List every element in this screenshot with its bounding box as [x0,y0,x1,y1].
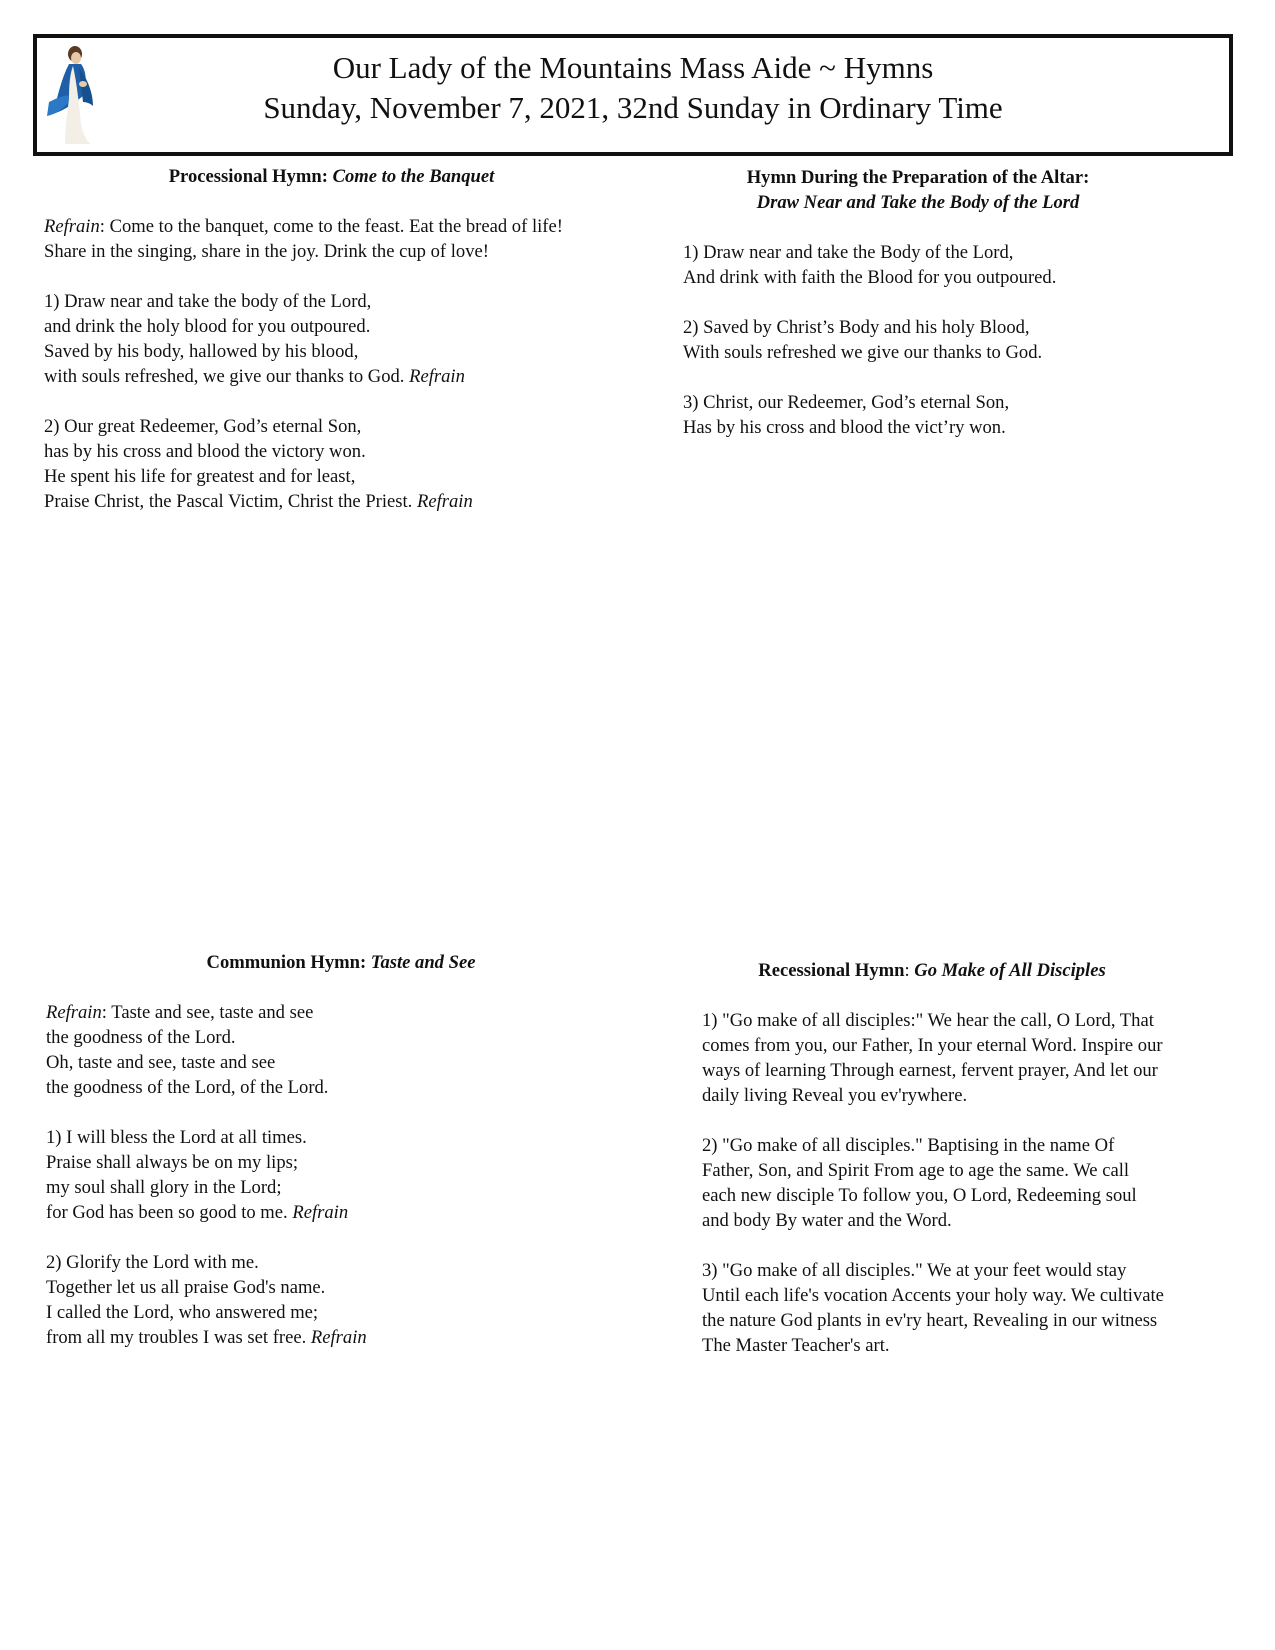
verse-line: 1) Draw near and take the body of the Lord, [44,291,372,312]
verse-line: ways of learning Through earnest, fervent prayer, And let our [702,1060,1158,1081]
refrain-tag: Refrain [292,1202,349,1223]
verse-line: With souls refreshed we give our thanks to God. [683,342,1043,363]
verse-line: 1) I will bless the Lord at all times. [46,1127,307,1148]
communion-refrain-line: Oh, taste and see, taste and see [46,1052,276,1073]
processional-title: Come to the Banquet [332,166,495,187]
verse-line: I called the Lord, who answered me; [46,1302,319,1323]
communion-label: Communion Hymn: [206,952,367,973]
verse-line: And drink with faith the Blood for you outpoured. [683,267,1057,288]
verse-line: comes from you, our Father, In your eternal Word. Inspire our [702,1035,1163,1056]
refrain-tag: Refrain [416,491,473,512]
verse-line: 2) "Go make of all disciples." Baptising in the name Of [702,1135,1115,1156]
recessional-label: Recessional Hymn [758,960,905,981]
verse-line: The Master Teacher's art. [702,1335,890,1356]
verse-line: Father, Son, and Spirit From age to age the same. We call [702,1160,1130,1181]
refrain-tag: Refrain [409,366,465,387]
preparation-section [683,165,1228,440]
verse-line: and drink the holy blood for you outpoured. [44,316,371,337]
processional-refrain-line: Share in the singing, share in the joy. Drink the cup of love! [44,241,489,262]
verse-line: with souls refreshed, we give our thanks to God. Refrain [44,366,465,387]
preparation-verse-2 [683,315,1228,365]
header-subtitle: Sunday, November 7, 2021, 32nd Sunday in Ordinary Time [263,90,1003,125]
refrain-label: Refrain [46,1002,102,1023]
verse-line: daily living Reveal you ev'rywhere. [702,1085,968,1106]
refrain-tag: Refrain [310,1327,367,1348]
verse-line: 3) Christ, our Redeemer, God’s eternal Son, [683,392,1010,413]
recessional-heading [702,958,1242,983]
header-box [33,34,1233,156]
preparation-label: Hymn During the Preparation of the Altar: [746,167,1090,188]
processional-section [44,164,619,514]
recessional-title: Go Make of All Disciples [914,960,1106,981]
recessional-colon: : [904,960,910,981]
verse-line: the nature God plants in ev'ry heart, Revealing in our witness [702,1310,1158,1331]
verse-line: from all my troubles I was set free. Refrain [46,1327,367,1348]
verse-line: Has by his cross and blood the vict’ry won. [683,417,1006,438]
verse-line: Together let us all praise God's name. [46,1277,326,1298]
processional-verse-2 [44,414,619,514]
recessional-section [702,958,1242,1358]
refrain-label: Refrain [44,216,100,237]
verse-line: Praise shall always be on my lips; [46,1152,299,1173]
verse-line: for God has been so good to me. Refrain [46,1202,349,1223]
processional-label: Processional Hymn: [168,166,328,187]
verse-line: Saved by his body, hallowed by his blood, [44,341,359,362]
processional-refrain [44,214,619,264]
communion-verse-1 [46,1125,636,1225]
preparation-verse-3 [683,390,1228,440]
processional-verse-1 [44,289,619,389]
verse-line: and body By water and the Word. [702,1210,952,1231]
communion-refrain-line: the goodness of the Lord, of the Lord. [46,1077,329,1098]
preparation-verse-1 [683,240,1228,290]
communion-section [46,950,636,1350]
preparation-title: Draw Near and Take the Body of the Lord [756,192,1080,213]
verse-line: 1) Draw near and take the Body of the Lord, [683,242,1014,263]
communion-verse-2 [46,1250,636,1350]
communion-title: Taste and See [370,952,476,973]
verse-line: 2) Our great Redeemer, God’s eternal Son, [44,416,362,437]
verse-line: 1) "Go make of all disciples:" We hear the call, O Lord, That [702,1010,1154,1031]
communion-heading [46,950,636,975]
verse-line: 3) "Go make of all disciples." We at your feet would stay [702,1260,1127,1281]
communion-refrain-line: the goodness of the Lord. [46,1027,236,1048]
header-title: Our Lady of the Mountains Mass Aide ~ Hymns [332,50,934,85]
verse-line: Until each life's vocation Accents your holy way. We cultivate [702,1285,1164,1306]
communion-refrain [46,1000,636,1100]
verse-line: each new disciple To follow you, O Lord, Redeeming soul [702,1185,1137,1206]
verse-line: 2) Saved by Christ’s Body and his holy Blood, [683,317,1030,338]
processional-heading [44,164,619,189]
recessional-verse-2 [702,1133,1242,1233]
communion-refrain-line: Refrain: Taste and see, taste and see [46,1002,314,1023]
verse-line: my soul shall glory in the Lord; [46,1177,282,1198]
verse-line: He spent his life for greatest and for least, [44,466,356,487]
processional-refrain-line: Refrain: Come to the banquet, come to the feast. Eat the bread of life! [44,216,563,237]
verse-line: 2) Glorify the Lord with me. [46,1252,259,1273]
verse-line: has by his cross and blood the victory won. [44,441,366,462]
verse-line: Praise Christ, the Pascal Victim, Christ the Priest. Refrain [44,491,473,512]
recessional-verse-3 [702,1258,1242,1358]
preparation-heading [683,165,1228,215]
recessional-verse-1 [702,1008,1242,1108]
